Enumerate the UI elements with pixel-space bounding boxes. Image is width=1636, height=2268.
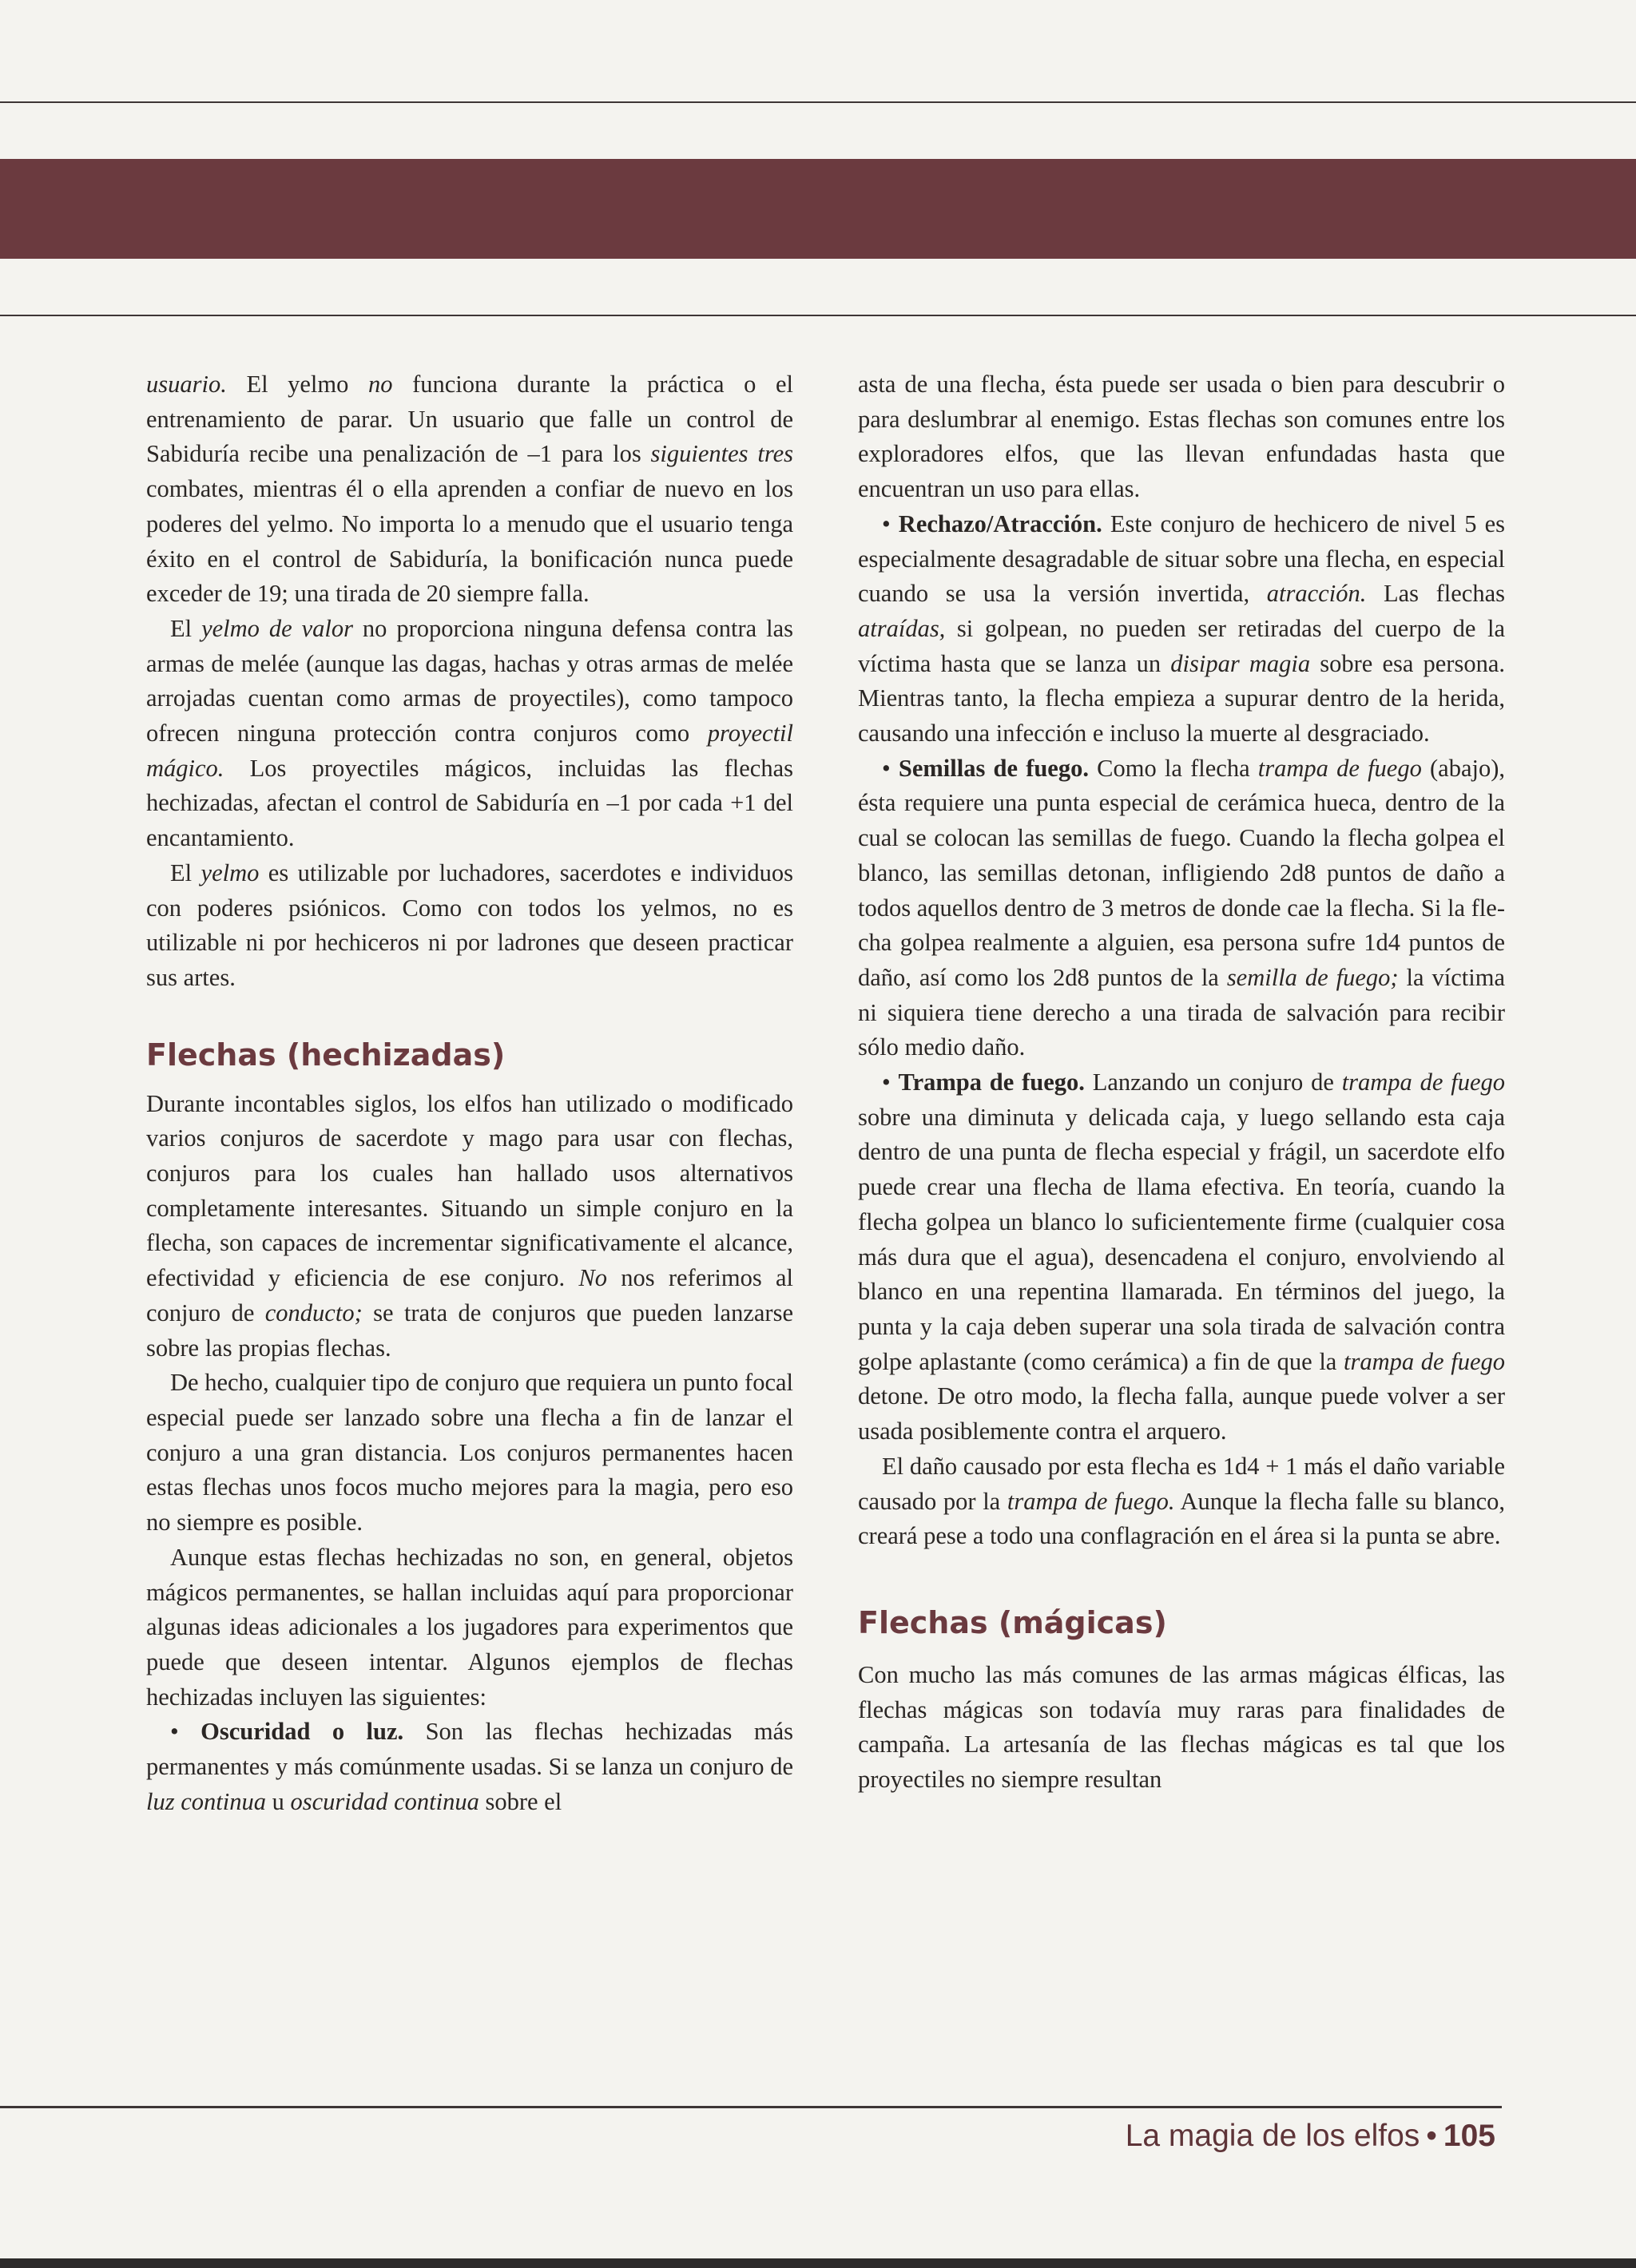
italic-run: luz continua: [146, 1787, 266, 1815]
scan-bottom-edge: [0, 2258, 1636, 2268]
footer-title: La magia de los elfos: [1125, 2119, 1420, 2153]
italic-run: siguientes tres: [650, 440, 793, 468]
section-heading-flechas-magicas: Flechas (mágicas): [858, 1604, 1167, 1640]
bullet-paragraph-trampa-de-fuego: [858, 1065, 1505, 1449]
italic-run: no: [367, 371, 393, 398]
italic-run: oscuridad continua: [290, 1787, 479, 1815]
italic-run: trampa de fuego: [1341, 1069, 1505, 1096]
text-run: Lanzando un conjuro de: [1084, 1069, 1342, 1096]
page-number: 105: [1443, 2119, 1495, 2153]
text-run: Con mucho las más comunes de las armas mágicas élficas, las flechas mágicas son todavía muy raras para finalidades de campaña. La artesanía de las flechas mágicas es tal que los proyectiles no siempre resultan: [858, 1660, 1505, 1794]
paragraph: [146, 1540, 793, 1715]
bold-run: Trampa de fuego.: [898, 1069, 1085, 1096]
header-rule-top: [0, 101, 1636, 103]
text-run: sobre esa persona. Mientras tanto, la flecha empieza a supurar dentro de la herida, causando una infección e incluso la muerte al desgraciado.: [858, 649, 1505, 747]
italic-run: trampa de fuego.: [1007, 1487, 1175, 1515]
italic-run: proyectil mágico.: [146, 720, 793, 782]
bold-run: Semillas de fuego.: [898, 754, 1089, 782]
bullet-paragraph-rechazo-atraccion: [858, 507, 1505, 751]
text-run: funciona durante la práctica o el entrenamiento de parar. Un usuario que falle un control de Sabiduría recibe una penalización de –1 para los: [146, 371, 794, 468]
text-run: De hecho, cualquier tipo de conjuro que requiera un punto focal especial puede ser lanzado sobre una flecha a fin de lanzar el conjuro a una gran distancia. Los conjuros permanentes hacen estas flechas unos focos mucho mejores para la magia, pero eso no siempre es posible.: [146, 1369, 793, 1536]
text-run: u: [265, 1787, 291, 1815]
text-run: •: [882, 754, 899, 782]
text-run: Aunque estas flechas hechizadas no son, en general, objetos mágicos permanentes, se hallan incluidas aquí para proporcionar algunas ideas adicionales a los jugadores para experimentos que puede que deseen intentar. Algunos ejemplos de flechas hechizadas incluyen las siguientes:: [146, 1543, 793, 1711]
italic-run: semilla de fuego;: [1226, 963, 1399, 991]
text-run: Este conjuro de hechicero de nivel 5 es especialmente desagradable de situar sobre una flecha, en especial cuando se usa la versión invertida,: [858, 510, 1505, 608]
paragraph: [858, 1449, 1505, 1554]
section-heading-flechas-hechizadas: Flechas (hechizadas): [146, 1037, 506, 1073]
paragraph: [858, 367, 1505, 507]
text-run: Las flechas: [1366, 580, 1506, 608]
paragraph: [146, 1366, 793, 1540]
italic-run: atraídas,: [858, 614, 946, 642]
text-run: El: [170, 858, 201, 886]
text-run: •: [882, 1069, 899, 1096]
text-run: •: [882, 510, 899, 537]
bold-run: Oscuridad o luz.: [201, 1718, 404, 1746]
text-run: la víctima ni siquiera tiene derecho a una tirada de salvación para recibir sólo medio daño.: [858, 963, 1506, 1061]
italic-run: trampa de fuego: [1257, 754, 1422, 782]
text-run: Los proyectiles mágicos, incluidas las flechas hechizadas, afectan el control de Sabiduría en –1 por cada +1 del encantamiento.: [146, 754, 793, 852]
italic-run: atracción.: [1266, 580, 1367, 608]
text-run: Aunque la flecha falle su blanco, creará pese a todo una conflagración en el área si la punta se abre.: [858, 1487, 1506, 1550]
paragraph: [146, 1087, 793, 1366]
paragraph: [146, 612, 793, 856]
paragraph: [146, 856, 793, 996]
italic-run: yelmo de valor: [201, 614, 353, 642]
italic-run: yelmo: [201, 858, 260, 886]
text-run: es utilizable por luchadores, sacerdotes e individuos con poderes psiónicos. Como con todos los yelmos, no es utilizable ni por hechiceros ni por ladrones que deseen practicar sus artes.: [146, 858, 793, 991]
italic-run: usuario.: [146, 371, 227, 398]
paragraph: [146, 367, 793, 612]
italic-run: No: [578, 1264, 607, 1292]
bullet-paragraph-oscuridad-o-luz: [146, 1715, 793, 1819]
text-run: nos referimos al conjuro de: [146, 1264, 793, 1326]
text-run: sobre una diminuta y delicada caja, y luego sellando esta caja dentro de una punta de flecha especial y frágil, un sacerdote elfo puede crear una flecha de llama efectiva. En teoría, cuando la flecha golpea un blanco lo suficientemente firme (cualquier cosa más dura que el agua), desencadena el conjuro, envolviendo al blanco en una repentina llamarada. En términos del juego, la punta y la caja deben superar una sola tirada de salvación contra golpe aplastante (como cerámica) a fin de que la: [858, 1103, 1505, 1375]
left-column: [146, 367, 793, 1819]
text-run: Durante incontables siglos, los elfos han utilizado o modificado varios conjuros de sacerdote y mago para usar con flechas, conjuros para los cuales han hallado usos alternativos completamente interesantes. Situando un simple conjuro en la flecha, son capaces de incrementar significativamente el alcance, efectividad y eficiencia de ese conjuro.: [146, 1089, 793, 1292]
text-run: •: [170, 1718, 201, 1746]
header-color-band: [0, 159, 1636, 259]
text-run: El yelmo: [226, 371, 368, 398]
footer-separator: •: [1426, 2119, 1437, 2153]
text-run: Son las flechas hechizadas más permanentes y más comúnmente usadas. Si se lanza un conjuro de: [146, 1718, 793, 1781]
footer-rule: [0, 2106, 1502, 2108]
text-run: se trata de conjuros que pueden lanzarse sobre las propias flechas.: [146, 1299, 793, 1362]
header-rule-bottom: [0, 315, 1636, 316]
bullet-paragraph-semillas-de-fuego: [858, 751, 1505, 1065]
text-run: detone. De otro modo, la flecha falla, aunque puede volver a ser usada posiblemente contra el arquero.: [858, 1382, 1505, 1445]
right-column: [858, 367, 1505, 1798]
text-run: combates, mientras él o ella aprenden a confiar de nuevo en los poderes del yelmo. No importa lo a menudo que el usuario tenga éxito en el control de Sabiduría, la bonificación nunca puede exceder de 19; una tirada de 20 siempre falla.: [146, 475, 793, 608]
text-run: El daño causado por esta flecha es 1d4 + 1 más el daño variable causado por la: [858, 1452, 1505, 1515]
text-run: sobre el: [478, 1787, 562, 1815]
text-run: (abajo), ésta requiere una punta especial de cerámica hueca, dentro de la cual se colocan las semillas de fuego. Cuando la flecha golpea el blanco, las semillas detonan, infligiendo 2d8 puntos de daño a todos aquellos dentro de 3 metros de donde cae la flecha. Si la flecha golpea realmente a alguien, esa persona sufre 1d4 puntos de daño, así como los 2d8 puntos de la: [858, 754, 1506, 991]
paragraph: [858, 1658, 1505, 1798]
italic-run: conducto;: [264, 1299, 363, 1326]
text-run: El: [170, 614, 202, 642]
bold-run: Rechazo/Atracción.: [898, 510, 1102, 537]
running-footer: [1126, 2116, 1495, 2156]
text-run: no proporciona ninguna defensa contra las armas de melée (aunque las dagas, hachas y otras armas de melée arrojadas cuentan como armas de proyectiles), como tampoco ofrecen ninguna protección contra conjuros como: [146, 614, 793, 747]
italic-run: disipar magia: [1170, 649, 1311, 677]
text-run: Como la flecha: [1088, 754, 1258, 782]
text-run: asta de una flecha, ésta puede ser usada o bien para descubrir o para deslumbrar al enemigo. Estas flechas son comunes entre los exploradores elfos, que las llevan enfundadas hasta que encuentran un uso para ellas.: [858, 371, 1505, 503]
text-run: si golpean, no pueden ser retiradas del cuerpo de la víctima hasta que se lanza un: [858, 614, 1505, 677]
italic-run: trampa de fuego: [1344, 1347, 1506, 1375]
